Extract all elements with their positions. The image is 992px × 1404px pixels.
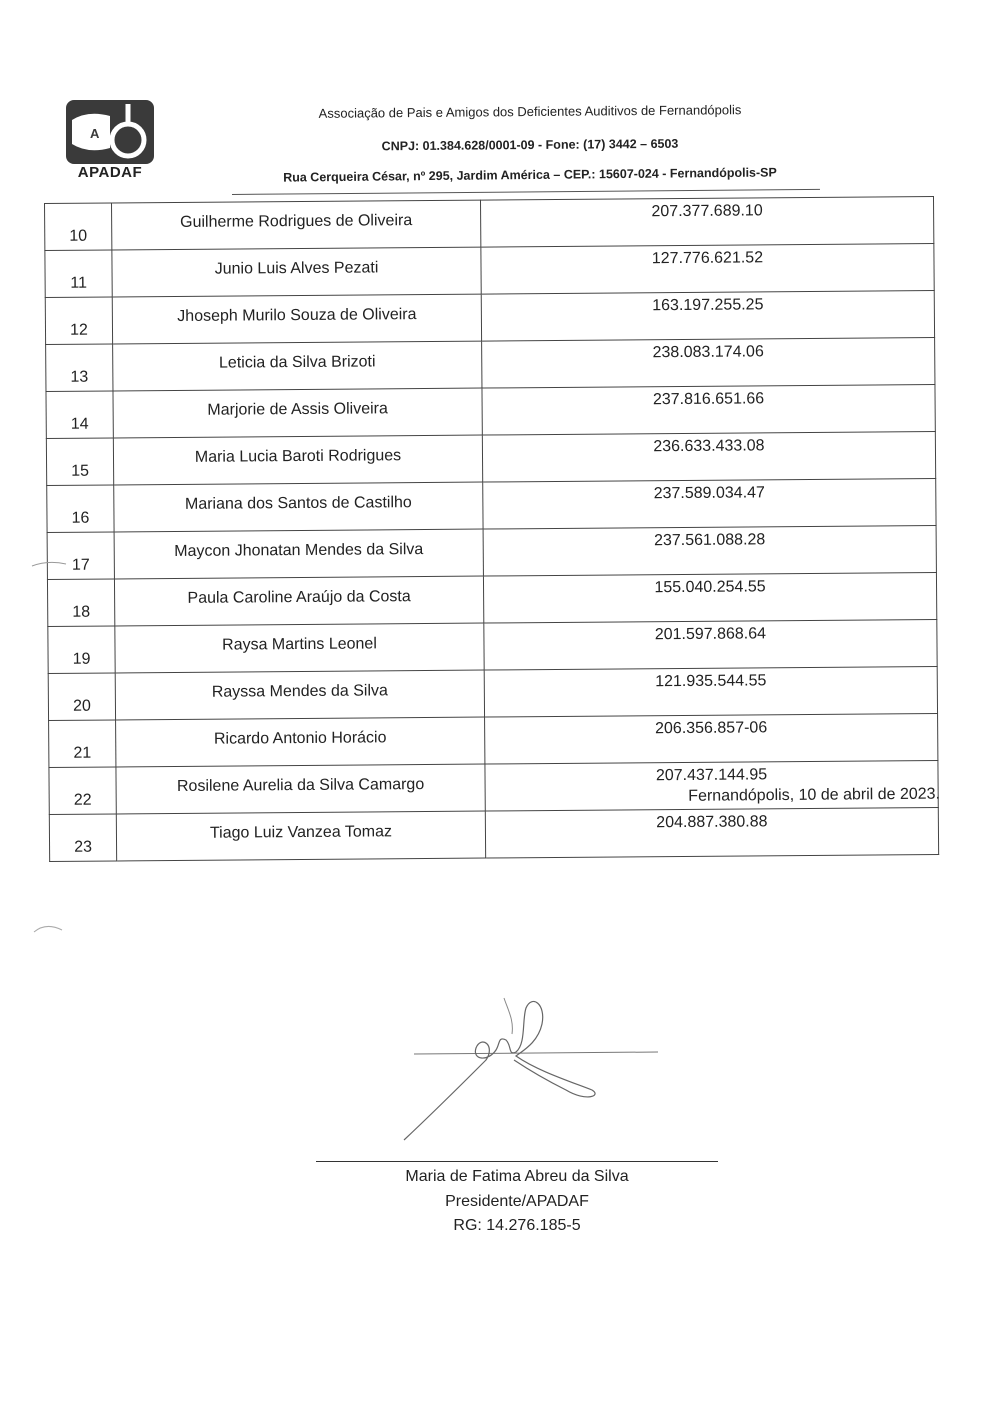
person-name: Tiago Luiz Vanzea Tomaz (116, 811, 485, 861)
scan-mark (30, 920, 70, 936)
document-number: 236.633.433.08 (482, 432, 935, 483)
table-row (46, 338, 935, 392)
header-divider (232, 189, 820, 195)
person-name: Junio Luis Alves Pezati (112, 247, 481, 297)
table-row (47, 479, 936, 533)
document-number: 201.597.868.64 (484, 620, 937, 671)
table-row (49, 713, 938, 767)
table-row (48, 666, 937, 720)
person-name: Leticia da Silva Brizoti (113, 341, 482, 391)
signer-name: Maria de Fatima Abreu da Silva (405, 1168, 629, 1185)
row-number: 14 (46, 391, 113, 439)
row-number: 10 (45, 203, 112, 251)
document-number: 127.776.621.52 (481, 244, 934, 295)
person-name: Maria Lucia Baroti Rodrigues (113, 435, 482, 485)
person-name: Marjorie de Assis Oliveira (113, 388, 482, 438)
table-row (47, 573, 936, 627)
row-number: 12 (45, 297, 112, 345)
document-number: 163.197.255.25 (481, 291, 934, 342)
table-row (46, 385, 935, 439)
document-number: 237.561.088.28 (483, 526, 936, 577)
handwritten-signature (396, 990, 676, 1150)
table-row (45, 291, 934, 345)
person-name: Raysa Martins Leonel (115, 623, 484, 673)
document-number: 121.935.544.55 (484, 666, 937, 717)
table-row (45, 197, 934, 251)
signature-line (316, 1161, 718, 1162)
row-number: 16 (47, 485, 114, 533)
document-number: 207.437.144.95 (485, 760, 938, 811)
person-name: Guilherme Rodrigues de Oliveira (112, 200, 481, 250)
document-number: 207.377.689.10 (480, 197, 933, 248)
scan-mark (30, 556, 70, 570)
beneficiaries-table (44, 196, 939, 862)
row-number: 20 (48, 673, 115, 721)
person-name: Paula Caroline Araújo da Costa (114, 576, 483, 626)
document-number: 206.356.857-06 (485, 713, 938, 764)
table-row (45, 244, 934, 298)
organization-name: Associação de Pais e Amigos dos Deficientes Auditivos de Fernandópolis (318, 102, 742, 121)
date-line: Fernandópolis, 10 de abril de 2023. (688, 785, 941, 805)
row-number: 17 (47, 532, 114, 580)
person-name: Rayssa Mendes da Silva (115, 670, 484, 720)
person-name: Jhoseph Murilo Souza de Oliveira (112, 294, 481, 344)
logo-text: APADAF (77, 164, 143, 181)
document-number: 204.887.380.88 (485, 807, 938, 858)
table-row (46, 432, 935, 486)
row-number: 19 (48, 626, 115, 674)
cnpj-line: CNPJ: 01.384.628/0001-09 - Fone: (17) 3442 – 6503 (381, 136, 679, 154)
ear-logo-icon (66, 100, 154, 164)
svg-text:A: A (90, 126, 100, 141)
row-number: 11 (45, 250, 112, 298)
document-number: 238.083.174.06 (482, 338, 935, 389)
address-line: Rua Cerqueira César, nº 295, Jardim América – CEP.: 15607-024 - Fernandópolis-SP (283, 165, 777, 185)
person-name: Mariana dos Santos de Castilho (114, 482, 483, 532)
person-name: Rosilene Aurelia da Silva Camargo (116, 764, 485, 814)
document-number: 237.589.034.47 (483, 479, 936, 530)
document-number: 155.040.254.55 (483, 573, 936, 624)
signer-rg: RG: 14.276.185-5 (453, 1217, 581, 1234)
person-name: Ricardo Antonio Horácio (116, 717, 485, 767)
row-number: 22 (49, 767, 116, 815)
row-number: 18 (47, 579, 114, 627)
row-number: 13 (46, 344, 113, 392)
row-number: 23 (49, 814, 116, 862)
person-name: Maycon Jhonatan Mendes da Silva (114, 529, 483, 579)
row-number: 15 (46, 438, 113, 486)
document-number: 237.816.651.66 (482, 385, 935, 436)
row-number: 21 (49, 720, 116, 768)
apadaf-logo (62, 98, 158, 188)
table-row (48, 620, 937, 674)
table-row (47, 526, 936, 580)
signer-role: Presidente/APADAF (445, 1193, 589, 1210)
table-row (49, 807, 938, 861)
